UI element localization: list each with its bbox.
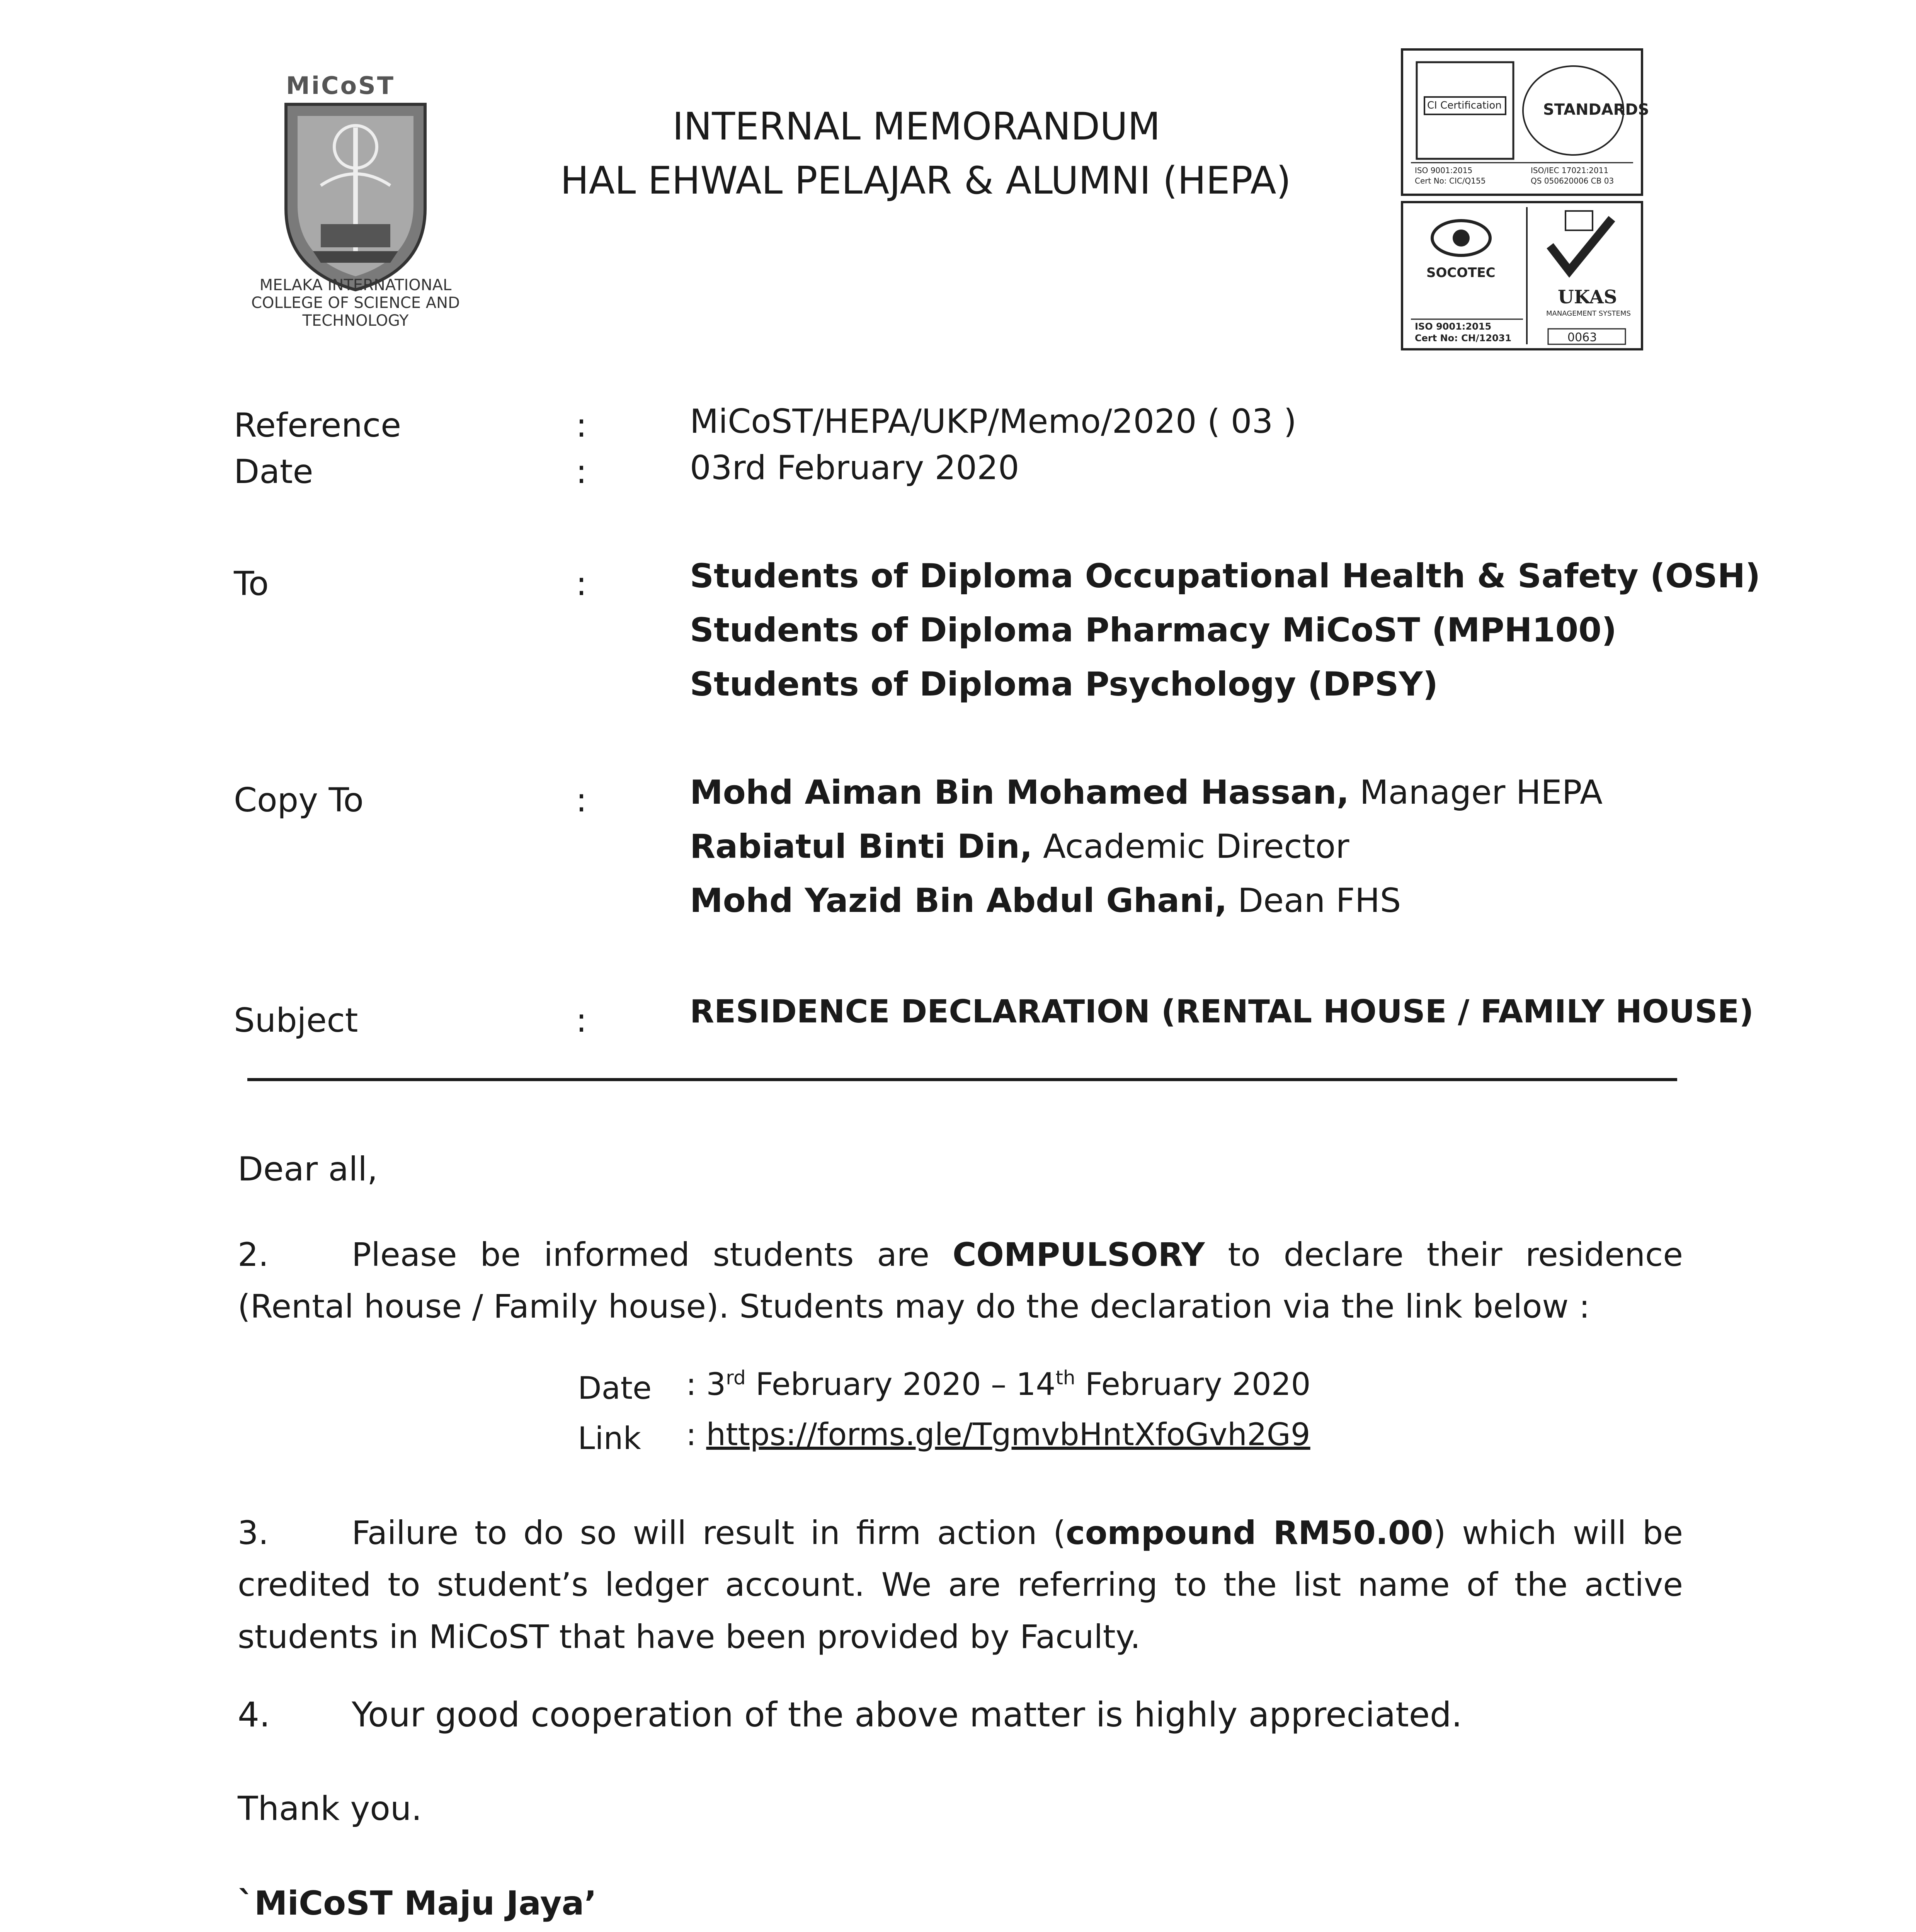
date-colon: :	[576, 452, 587, 491]
reference-label: Reference	[234, 406, 402, 445]
certification-badge-socotec	[1401, 201, 1643, 350]
detail-date-text: February 2020 – 14	[745, 1366, 1056, 1402]
paragraph-text: to declare their residence (Rental house / Family house). Students may do the declaration via the link below :	[238, 1236, 1683, 1326]
to-recipient: Students of Diploma Psychology (DPSY)	[690, 665, 1438, 704]
detail-date-text: February 2020	[1075, 1366, 1311, 1402]
certification-badge-ci	[1401, 48, 1649, 196]
cert1-label-b: STANDARDS	[1543, 101, 1649, 119]
cert1-iso-b: ISO/IEC 17021:2011	[1531, 166, 1609, 175]
paragraph-text: Failure to do so will result in firm action (	[352, 1514, 1066, 1552]
copy-to-colon: :	[576, 781, 587, 820]
cert1-iso-a: ISO 9001:2015	[1415, 166, 1473, 175]
reference-value: MiCoST/HEPA/UKP/Memo/2020 ( 03 )	[690, 402, 1297, 441]
copy-to-entry	[690, 881, 1401, 921]
copy-to-label: Copy To	[234, 781, 364, 820]
to-colon: :	[576, 565, 587, 603]
to-recipient: Students of Diploma Occupational Health & Safety (OSH)	[690, 557, 1761, 595]
paragraph-emphasis: COMPULSORY	[952, 1236, 1205, 1274]
paragraph-number: 2.	[238, 1236, 269, 1274]
memo-title: INTERNAL MEMORANDUM	[672, 105, 1160, 149]
copy-to-name: Mohd Aiman Bin Mohamed Hassan,	[690, 773, 1349, 812]
paragraph-number: 3.	[238, 1514, 269, 1552]
paragraph-2	[238, 1229, 1683, 1333]
paragraph-text: Please be informed students are	[352, 1236, 953, 1274]
to-recipient: Students of Diploma Pharmacy MiCoST (MPH100)	[690, 611, 1617, 650]
department-title: HAL EHWAL PELAJAR & ALUMNI (HEPA)	[560, 159, 1291, 203]
paragraph-text: Your good cooperation of the above matter is highly appreciated.	[352, 1695, 1462, 1735]
date-label: Date	[234, 452, 313, 491]
subject-label: Subject	[234, 1001, 358, 1040]
detail-date-text: : 3	[686, 1366, 726, 1402]
copy-to-role: Manager HEPA	[1349, 773, 1603, 812]
cert2-cert-a: Cert No: CH/12031	[1415, 333, 1512, 344]
cert2-iso-a: ISO 9001:2015	[1415, 321, 1492, 332]
copy-to-entry	[690, 827, 1349, 867]
copy-to-entry	[690, 773, 1603, 813]
to-label: To	[234, 565, 269, 603]
subject-colon: :	[576, 1001, 587, 1040]
detail-date-suffix: th	[1055, 1366, 1075, 1389]
copy-to-name: Rabiatul Binti Din,	[690, 827, 1033, 866]
detail-date-suffix: rd	[726, 1366, 746, 1389]
copy-to-role: Dean FHS	[1227, 881, 1401, 920]
paragraph-text: ) which will be credited to student’s ledger account. We are referring to the list name of the active students in MiCoST that have been provided by Faculty.	[238, 1514, 1683, 1656]
salutation: Dear all,	[238, 1150, 378, 1189]
subject-value: RESIDENCE DECLARATION (RENTAL HOUSE / FAMILY HOUSE)	[690, 993, 1754, 1030]
declaration-form-link[interactable]: https://forms.gle/TgmvbHntXfoGvh2G9	[706, 1417, 1310, 1452]
reference-colon: :	[576, 406, 587, 445]
copy-to-role: Academic Director	[1032, 827, 1349, 866]
cert2-label-b: UKAS	[1558, 286, 1617, 308]
header-divider	[247, 1078, 1677, 1081]
cert2-code: 0063	[1567, 331, 1597, 344]
motto: `MiCoST Maju Jaya’	[238, 1884, 597, 1923]
detail-link-prefix: :	[686, 1417, 706, 1452]
thanks-line: Thank you.	[238, 1789, 422, 1828]
paragraph-3	[238, 1507, 1683, 1663]
detail-date-label: Date	[578, 1370, 652, 1406]
cert2-label-a: SOCOTEC	[1426, 265, 1496, 281]
paragraph-4	[238, 1694, 1462, 1735]
detail-date-value	[686, 1366, 1311, 1403]
logo-subtitle: MELAKA INTERNATIONAL COLLEGE OF SCIENCE AND TECHNOLOGY	[251, 276, 460, 330]
paragraph-number: 4.	[238, 1695, 270, 1735]
detail-link-label: Link	[578, 1420, 641, 1456]
cert1-label-a: CI Certification	[1427, 100, 1502, 111]
cert1-cert-a: Cert No: CIC/Q155	[1415, 176, 1486, 185]
copy-to-name: Mohd Yazid Bin Abdul Ghani,	[690, 881, 1227, 920]
cert1-cert-b: QS 050620006 CB 03	[1531, 176, 1614, 185]
paragraph-emphasis: compound RM50.00	[1065, 1514, 1433, 1552]
cert2-label-b2: MANAGEMENT SYSTEMS	[1546, 310, 1631, 318]
logo-wordmark: MiCoST	[286, 71, 395, 100]
date-value: 03rd February 2020	[690, 449, 1019, 487]
detail-link-row	[686, 1416, 1310, 1453]
